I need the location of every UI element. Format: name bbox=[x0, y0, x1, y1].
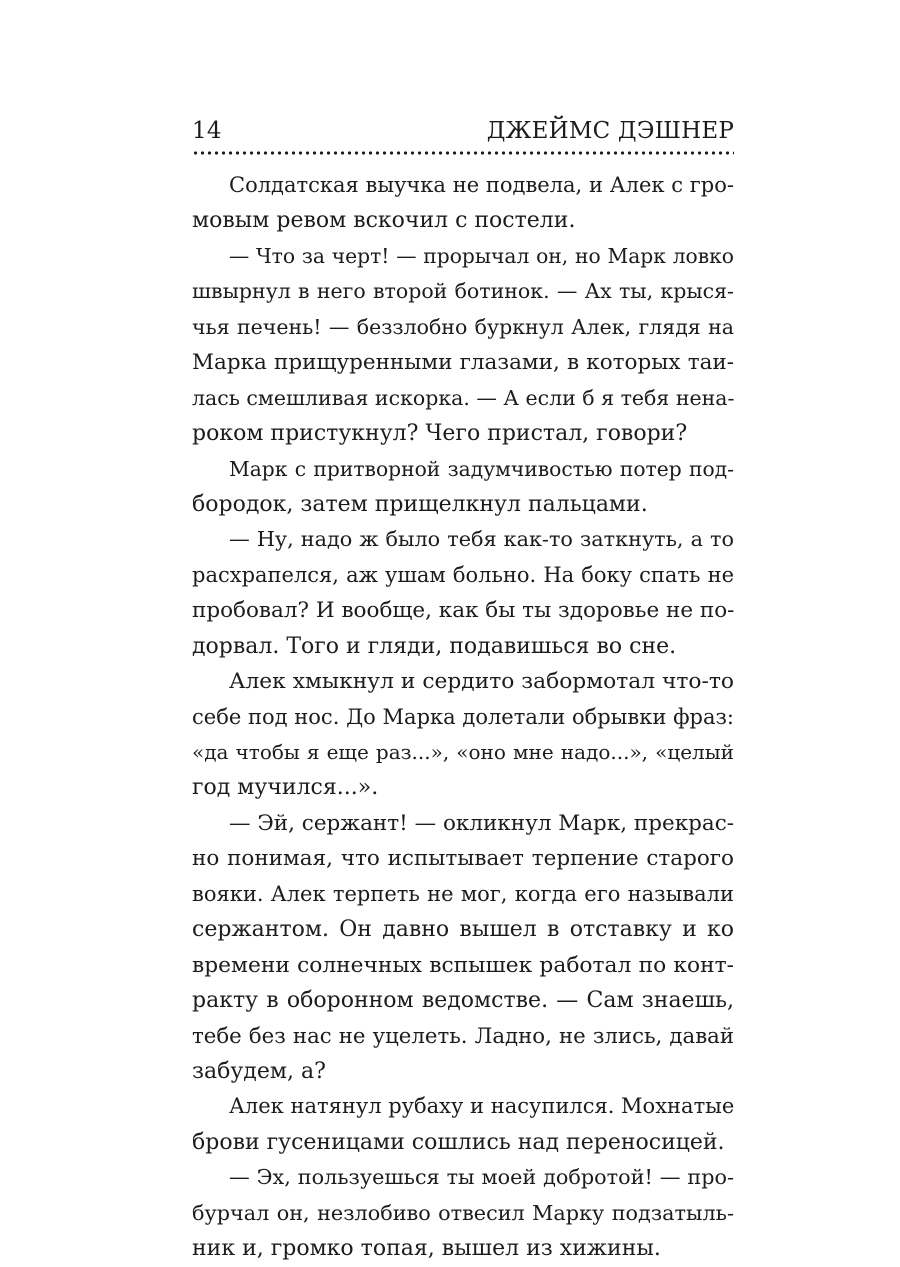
text-line: сержантом. Он давно вышел в отставку и ко bbox=[192, 917, 734, 943]
text-line: год мучился...». bbox=[192, 775, 379, 801]
text-line: чья печень! — беззлобно буркнул Алек, глядя на bbox=[192, 314, 734, 339]
text-line: бурчал он, незлобиво отвесил Марку подзатыль- bbox=[192, 1200, 734, 1225]
text-line: пробовал? И вообще, как бы ты здоровье не по- bbox=[192, 598, 735, 624]
text-line: лась смешливая искорка. — А если б я тебя нена- bbox=[192, 385, 735, 410]
text-line: — Эй, сержант! — окликнул Марк, прекрас- bbox=[229, 810, 735, 836]
text-line: Солдатская выучка не подвела, и Алек с гро- bbox=[229, 173, 734, 197]
text-line: Марк с притворной задумчивостью потер под- bbox=[229, 456, 734, 481]
text-line: — Ну, надо ж было тебя как-то заткнуть, а то bbox=[229, 527, 734, 552]
text-line: ник и, громко топая, вышел из хижины. bbox=[192, 1236, 661, 1262]
text-line: брови гусеницами сошлись над переносицей. bbox=[192, 1129, 725, 1155]
running-head-author: ДЖЕЙМС ДЭШНЕР bbox=[486, 118, 734, 144]
text-line: швырнул в него второй ботинок. — Ах ты, крыся- bbox=[192, 279, 734, 304]
text-line: тебе без нас не уцелеть. Ладно, не злись, давай bbox=[192, 1023, 734, 1049]
text-line: Алек хмыкнул и сердито забормотал что-то bbox=[229, 669, 734, 695]
text-line: себе под нос. До Марка долетали обрывки фраз: bbox=[192, 704, 734, 729]
text-line: расхрапелся, аж ушам больно. На боку спать не bbox=[192, 562, 734, 587]
book-page bbox=[192, 0, 735, 1262]
text-line: забудем, а? bbox=[192, 1058, 326, 1084]
text-line: Алек натянул рубаху и насупился. Мохнатые bbox=[229, 1094, 735, 1119]
text-line: бородок, затем прищелкнул пальцами. bbox=[192, 491, 648, 517]
text-line: «да чтобы я еще раз...», «оно мне надо...», «целый bbox=[192, 740, 734, 764]
text-line: мовым ревом вскочил с постели. bbox=[192, 208, 576, 234]
dotted-rule bbox=[192, 151, 734, 155]
running-header bbox=[192, 118, 734, 148]
text-line: дорвал. Того и гляди, подавишься во сне. bbox=[192, 633, 677, 659]
text-line: ракту в оборонном ведомстве. — Сам знаешь, bbox=[192, 988, 734, 1014]
text-line: Марка прищуренными глазами, в которых таи- bbox=[192, 350, 734, 376]
text-line: роком пристукнул? Чего пристал, говори? bbox=[192, 421, 688, 447]
body-text bbox=[192, 168, 734, 1267]
text-line: — Эх, пользуешься ты моей добротой! — про- bbox=[229, 1165, 734, 1190]
text-line: вояки. Алек терпеть не мог, когда его называли bbox=[192, 881, 734, 906]
page-number: 14 bbox=[192, 118, 222, 144]
text-line: но понимая, что испытывает терпение старого bbox=[192, 846, 734, 872]
text-line: — Что за черт! — прорычал он, но Марк ловко bbox=[229, 243, 734, 268]
text-line: времени солнечных вспышек работал по конт- bbox=[192, 952, 734, 978]
